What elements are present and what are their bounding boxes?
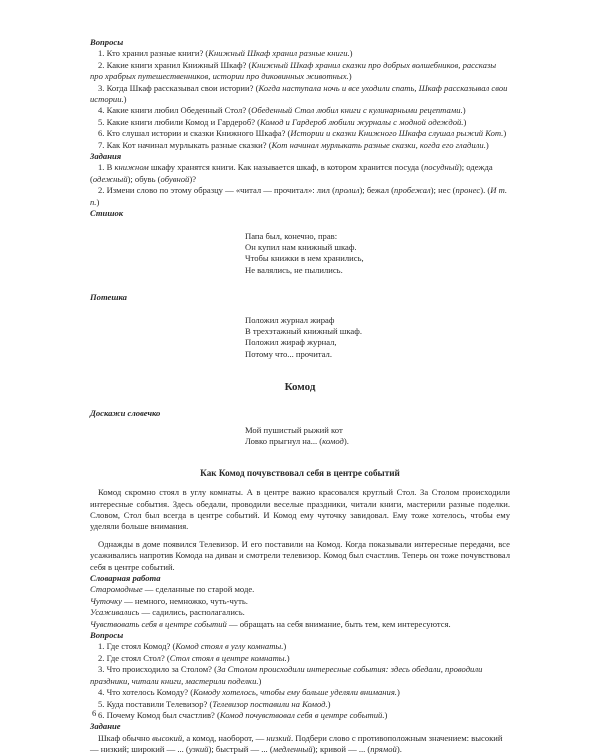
chapter-title: Комод: [284, 381, 316, 394]
question-2: 2. Где стоял Стол? (Стол стоял в центре комнаты.): [98, 652, 290, 663]
riddle-line: Ловко прыгнул на... (комод).: [245, 436, 349, 447]
question-6: 6. Почему Комод был счастлив? (Комод почувствовал себя в центре событий.): [98, 709, 388, 720]
nursery-poem: [245, 315, 510, 361]
verse-poem: [245, 231, 510, 277]
verse-line: Чтобы книжки в нем хранились,: [245, 253, 364, 264]
vocab-item: Чувствовать себя в центре событий — обращать на себя внимание, быть тем, кем интересуются.: [90, 618, 451, 629]
question-1: 1. Где стоял Комод? (Комод стоял в углу комнаты.): [98, 641, 287, 652]
vocab-item: Усаживались — садились, располагались.: [90, 607, 245, 618]
story-paragraph-2: Однажды в доме появился Телевизор. И его поставили на Комод. Когда показывали интересные передачи, все усаживались напротив Комода на диван и смотрели телевизор. Комод был счастлив. Теперь он тоже почувствовал себя в центре событий.: [90, 538, 510, 572]
question-2: 2. Какие книги хранил Книжный Шкаф? (Книжный Шкаф хранил сказки про добрых волшебников, рассказы про храбрых путешественников, истории про диковинных животных.): [90, 59, 497, 82]
nursery-line: В трехэтажный книжный шкаф.: [245, 325, 362, 336]
question-5: 5. Какие книги любили Комод и Гардероб? (Комод и Гардероб любили журналы с модной одеждой.): [98, 116, 467, 127]
questions-heading-2: Вопросы: [90, 630, 124, 641]
verse-heading: Стишок: [90, 208, 124, 219]
nursery-line: Потому что... прочитал.: [245, 348, 332, 359]
task-1: 1. В книжном шкафу хранятся книги. Как называется шкаф, в котором хранится посуда (посудный); одежда (одежный); обувь (обувной)?: [90, 162, 493, 184]
nursery-line: Положил журнал жираф: [245, 314, 335, 325]
verse-line: Папа был, конечно, прав:: [245, 230, 338, 241]
say-word-heading: Доскажи словечко: [90, 407, 161, 418]
question-5: 5. Куда поставили Телевизор? (Телевизор поставили на Комод.): [98, 698, 331, 709]
question-1: 1. Кто хранил разные книги? (Книжный Шкаф хранил разные книги.): [98, 48, 353, 59]
question-3: 3. Когда Шкаф рассказывал свои истории? (Когда наступала ночь и все уходили спать, Шкаф рассказывал свои истории.): [90, 82, 508, 105]
page-content: [90, 37, 510, 756]
task-paragraph: Шкаф обычно высокий, а комод, наоборот, — низкий. Подбери слово с противоположным значением: высокий — низкий; широкий — ... (узкий); быстрый — ... (медленный); кривой — ... (прямой).: [90, 732, 503, 755]
vocab-heading: Словарная работа: [90, 573, 161, 584]
question-3: 3. Что происходило за Столом? (За Столом происходили интересные события: здесь обедали, проводили праздники, читали книги, мастерили поделки.): [90, 664, 483, 686]
questions-heading: Вопросы: [90, 37, 124, 47]
story-paragraph-1: Комод скромно стоял в углу комнаты. А в центре важно красовался круглый Стол. За Столом происходили интересные события. Здесь обедали, проводили веселые праздники, читали книги, мастерили разные поделки. Словом, Стол был всегда в центре событий. И Комод ему чуточку завидовал. Ему тоже хотелось, чтобы ему уделяли больше внимания.: [90, 487, 510, 532]
story-title: Как Комод почувствовал себя в центре событий: [200, 467, 400, 478]
task-heading: Задание: [90, 721, 121, 732]
question-4: 4. Что хотелось Комоду? (Комоду хотелось, чтобы ему больше уделяли внимания.): [98, 687, 400, 698]
verse-line: Не валялись, не пылились.: [245, 264, 343, 275]
riddle-line: Мой пушистый рыжий кот: [245, 424, 343, 435]
page-number: 6: [92, 708, 97, 718]
riddle-poem: [245, 425, 510, 448]
task-2: 2. Измени слово по этому образцу — «читал — прочитал»: лил (пролил); бежал (пробежал); нес (пронес). (И т. п.): [90, 185, 508, 207]
question-4: 4. Какие книги любил Обеденный Стол? (Обеденный Стол любил книги с кулинарными рецептами.): [98, 105, 466, 116]
question-6: 6. Кто слушал истории и сказки Книжного Шкафа? (Истории и сказки Книжного Шкафа слушал рыжий Кот.): [98, 128, 507, 139]
vocab-item: Чуточку — немного, немножко, чуть-чуть.: [90, 595, 248, 606]
nursery-heading: Потешка: [90, 292, 127, 303]
vocab-item: Старомодные — сделанные по старой моде.: [90, 584, 255, 595]
verse-line: Он купил нам книжный шкаф.: [245, 241, 357, 252]
question-7: 7. Как Кот начинал мурлыкать разные сказки? (Кот начинал мурлыкать разные сказки, когда его гладили.): [98, 139, 489, 150]
tasks-heading: Задания: [90, 151, 122, 162]
nursery-line: Положил жираф журнал,: [245, 337, 337, 348]
